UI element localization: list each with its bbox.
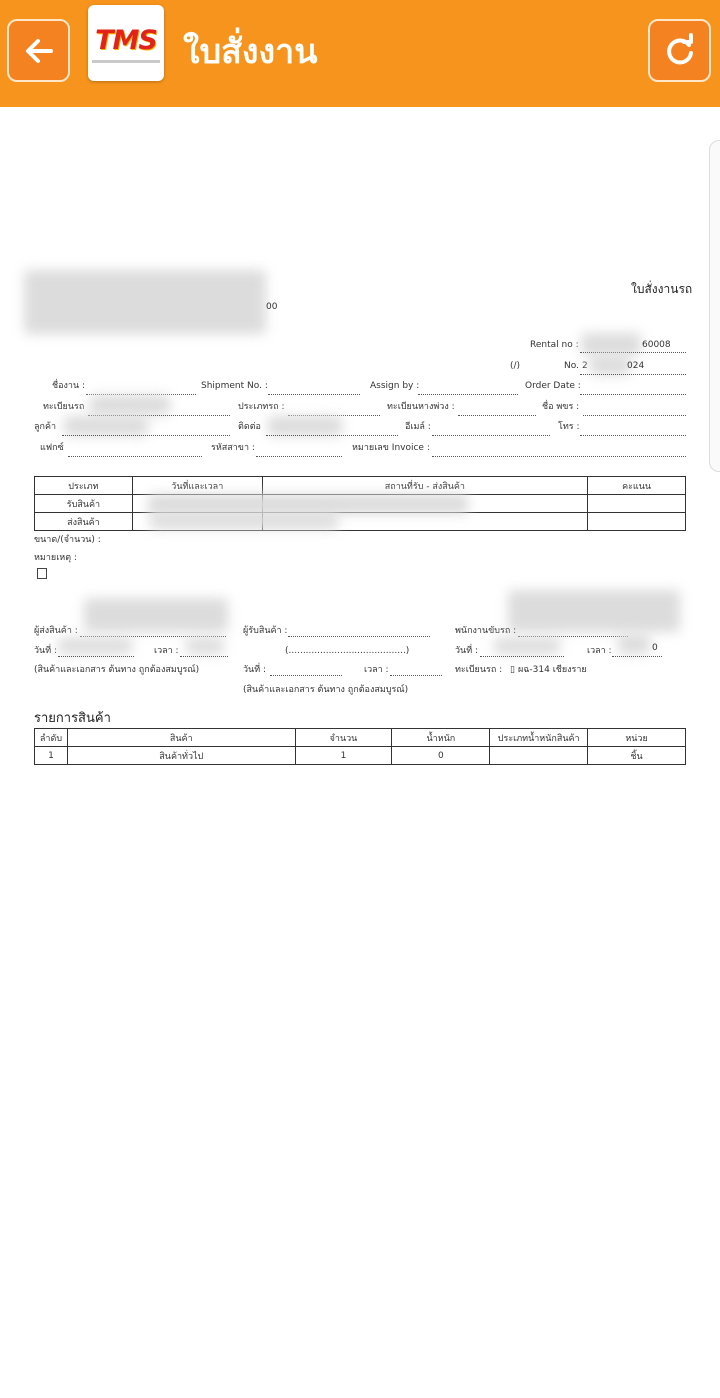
rental-no-value: 60008 xyxy=(642,340,671,350)
table-row: 1 สินค้าทั่วไป 1 0 ชิ้น xyxy=(35,747,686,765)
table-row: รับสินค้า xyxy=(35,495,686,513)
refresh-icon xyxy=(662,33,698,69)
page-title: ใบสั่งงาน xyxy=(183,32,318,72)
tms-logo xyxy=(88,5,164,81)
app-bar xyxy=(0,0,720,107)
logo-text: TMS xyxy=(95,25,157,56)
back-button[interactable] xyxy=(7,19,70,82)
table-row: ลำดับ สินค้า จำนวน น้ำหนัก ประเภทน้ำหนักสินค้า หน่วย xyxy=(35,729,686,747)
remark-checkbox[interactable] xyxy=(37,568,47,579)
items-table xyxy=(34,728,686,765)
table-row: ส่งสินค้า xyxy=(35,513,686,531)
items-title: รายการสินค้า xyxy=(34,711,111,726)
arrow-left-icon xyxy=(21,33,57,69)
table-row: ประเภท วันที่และเวลา สถานที่รับ - ส่งสินค้า คะแนน xyxy=(35,477,686,495)
document-title: ใบสั่งงานรถ xyxy=(631,282,693,296)
redacted-company-info xyxy=(24,270,266,334)
refresh-button[interactable] xyxy=(648,19,711,82)
vehicle-reg-value: ผฉ-314 เชียงราย xyxy=(518,665,587,675)
side-drawer-handle[interactable] xyxy=(709,140,720,472)
